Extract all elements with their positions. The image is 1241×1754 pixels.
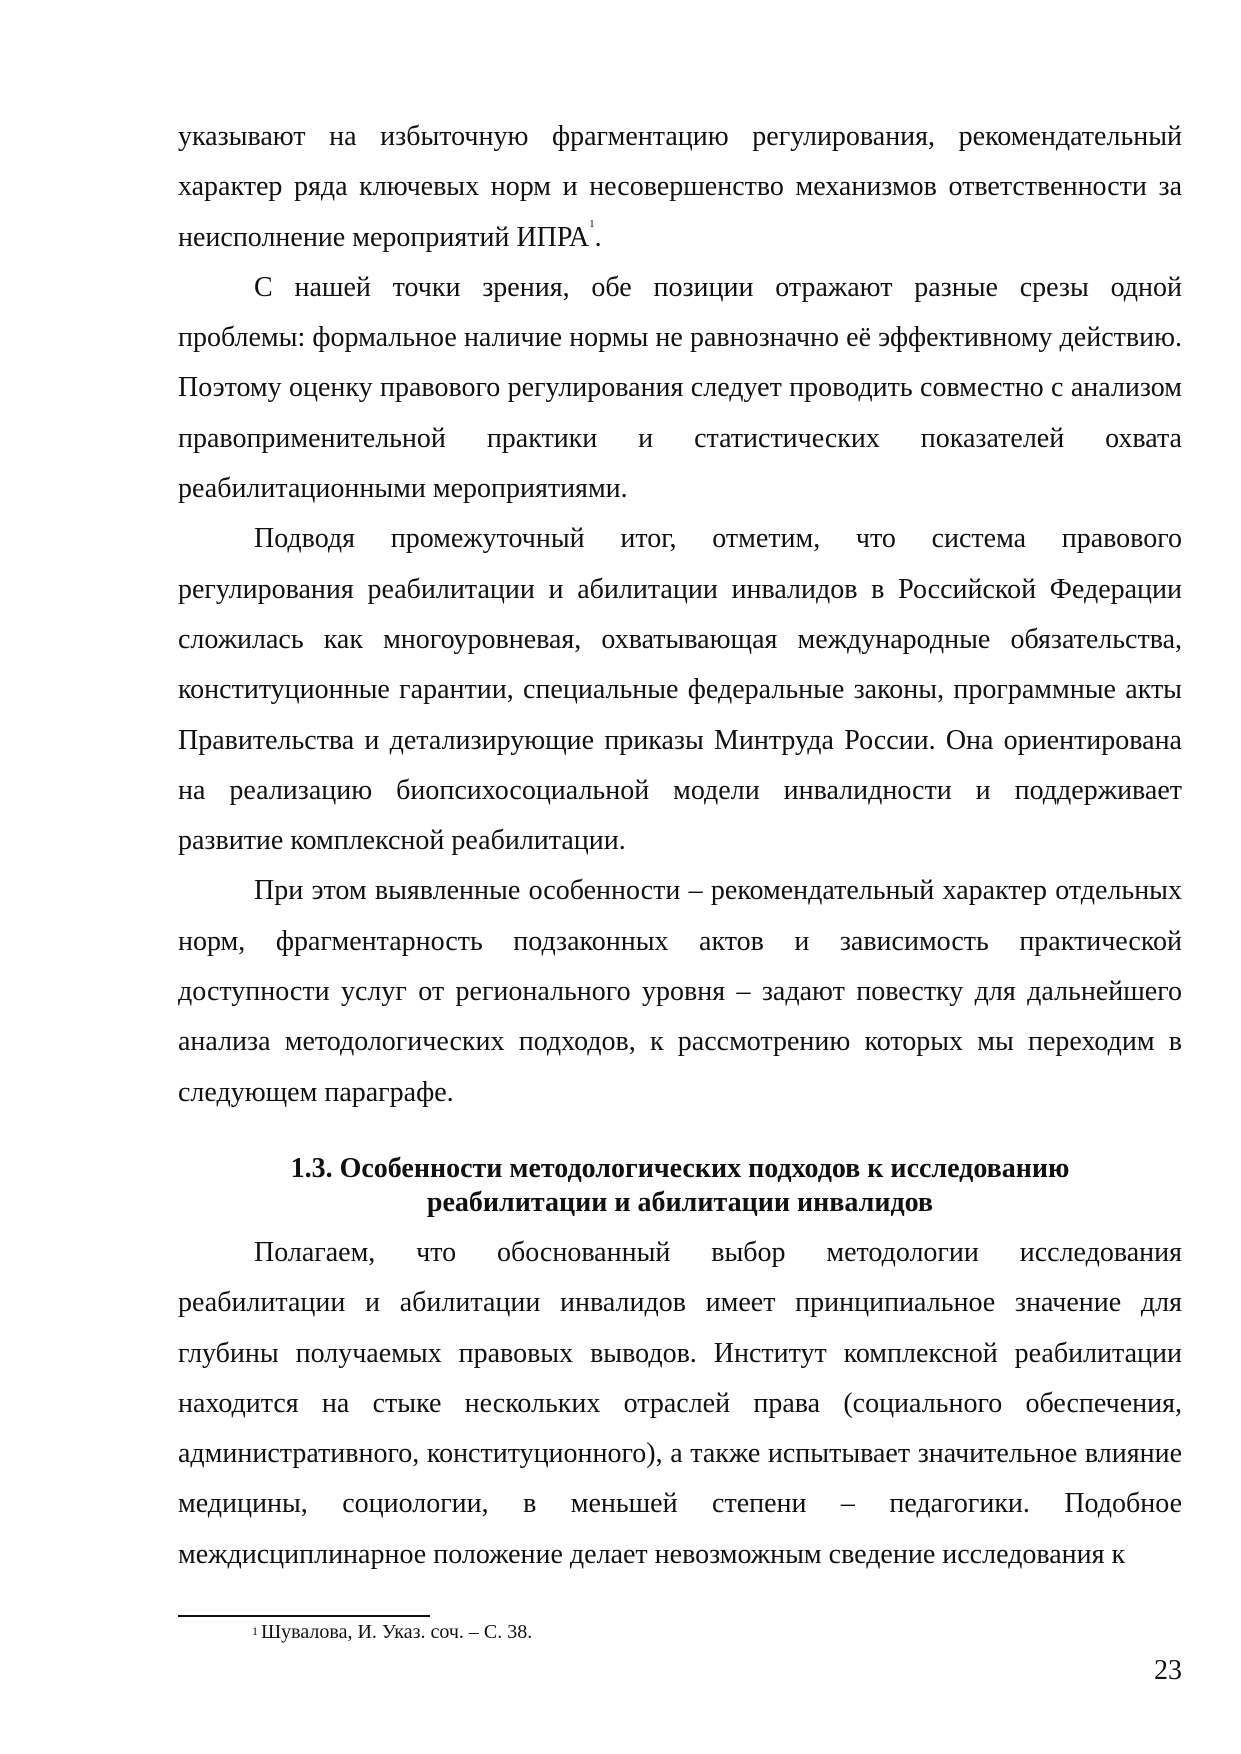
footnote-reference[interactable]: 1	[589, 217, 595, 230]
body-text-bottom	[178, 1228, 1182, 1580]
paragraph: Полагаем, что обоснованный выбор методологии исследования реабилитации и абилитации инвалидов имеет принципиальное значение для глубины получаемых правовых выводов. Институт комплексной реабилитации находится на стыке нескольких отраслей права (социального обеспечения, административного, конституционного), а также испытывает значительное влияние медицины, социологии, в меньшей степени – педагогики. Подобное междисциплинарное положение делает невозможным сведение исследования к	[178, 1237, 1182, 1570]
paragraph-continuation: указывают на избыточную фрагментацию регулирования, рекомендательный характер ряда ключевых норм и несовершенство механизмов ответственности за неисполнение мероприятий ИПРА$^1$.	[178, 121, 1182, 253]
section-heading-line: 1.3. Особенности методологических подходов к исследованию	[290, 1153, 1070, 1184]
section-heading	[178, 1152, 1182, 1220]
paragraph: С нашей точки зрения, обе позиции отражают разные срезы одной проблемы: формальное наличие нормы не равнозначно её эффективному действию. Поэтому оценку правового регулирования следует проводить совместно с анализом правоприменительной практики и статистических показателей охвата реабилитационными мероприятиями.	[178, 271, 1182, 505]
body-text-top	[178, 112, 1182, 1118]
page-number: 23	[1154, 1655, 1182, 1686]
section-heading-line: реабилитации и абилитации инвалидов	[426, 1187, 934, 1218]
footnote-text: Шувалова, И. Указ. соч. – С. 38.	[261, 1621, 533, 1643]
footnote-number: 1	[252, 1624, 258, 1638]
footnote	[252, 1619, 532, 1645]
footnote-separator	[178, 1615, 430, 1617]
paragraph: При этом выявленные особенности – рекомендательный характер отдельных норм, фрагментарность подзаконных актов и зависимость практической доступности услуг от регионального уровня – задают повестку для дальнейшего анализа методологических подходов, к рассмотрению которых мы переходим в следующем параграфе.	[178, 875, 1182, 1108]
paragraph: Подводя промежуточный итог, отметим, что система правового регулирования реабилитации и абилитации инвалидов в Российской Федерации сложилась как многоуровневая, охватывающая международные обязательства, конституционные гарантии, специальные федеральные законы, программные акты Правительства и детализирующие приказы Минтруда России. Она ориентирована на реализацию биопсихосоциальной модели инвалидности и поддерживает развитие комплексной реабилитации.	[178, 523, 1182, 857]
